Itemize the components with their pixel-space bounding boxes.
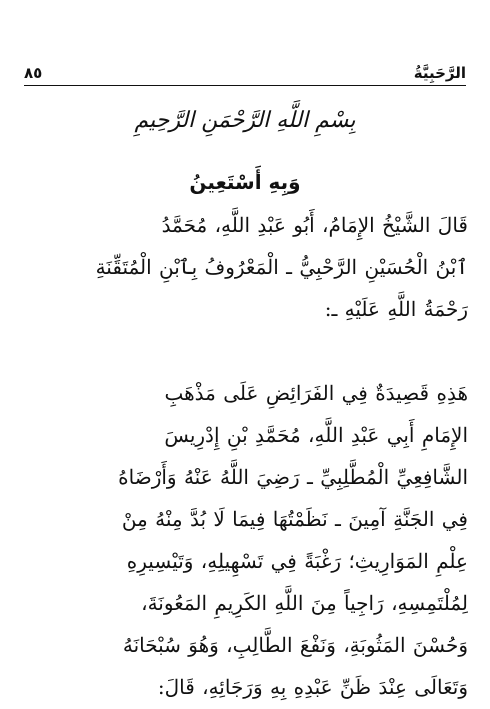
page-number: ٨٥ [24, 64, 43, 82]
header-rule [24, 85, 466, 86]
running-header-title: الرَّحَبِيَّةُ [413, 64, 466, 82]
text-line: فِي الجَنَّةِ آمِينَ ـ نَظَمْتُهَا فِيمَا لَا بُدَّ مِنْهُ مِنْ [121, 507, 468, 531]
text-line: وَتَعَالَى عِنْدَ ظَنِّ عَبْدِهِ بِهِ وَرَجَائِهِ، قَالَ: [157, 675, 468, 699]
text-line: رَحْمَةُ اللَّهِ عَلَيْهِ ـ: [324, 297, 468, 321]
basmala-calligraphy: بِسْمِ اللَّهِ الرَّحْمَنِ الرَّحِيمِ [134, 108, 356, 133]
paragraph-intro [24, 204, 468, 330]
text-line: ٱبْنُ الْحُسَيْنِ الرَّحْبِيُّ ـ الْمَعْرُوفُ بِٱبْنِ الْمُتَقِّنَةِ [95, 255, 468, 279]
paragraph-body [24, 372, 468, 708]
text-line: لِمُلْتَمِسِهِ، رَاجِياً مِنَ اللَّهِ الكَرِيمِ المَعُونَةَ، [141, 591, 468, 615]
text-line: عِلْمِ المَوَارِيثِ؛ رَغْبَةً فِي تَسْهِيلِهِ، وَتَيْسِيرِهِ [126, 549, 468, 573]
text-line: هَذِهِ قَصِيدَةٌ فِي الفَرَائِضِ عَلَى مَذْهَبِ [164, 381, 468, 405]
section-heading: وَبِهِ أَسْتَعِينُ [189, 170, 301, 194]
running-header [24, 56, 466, 82]
text-line: الإِمَامِ أَبِي عَبْدِ اللَّهِ، مُحَمَّدِ بْنِ إِدْرِيسَ [164, 423, 468, 447]
text-line: وَحُسْنَ المَثُوبَةِ، وَنَفْعَ الطَّالِبِ، وَهُوَ سُبْحَانَهُ [122, 633, 468, 657]
text-line: الشَّافِعِيِّ الْمُطَّلِبِيِّ ـ رَضِيَ اللَّهُ عَنْهُ وَأَرْضَاهُ [118, 465, 468, 489]
text-line: قَالَ الشَّيْخُ الإِمَامُ، أَبُو عَبْدِ اللَّهِ، مُحَمَّدُ [161, 213, 468, 237]
